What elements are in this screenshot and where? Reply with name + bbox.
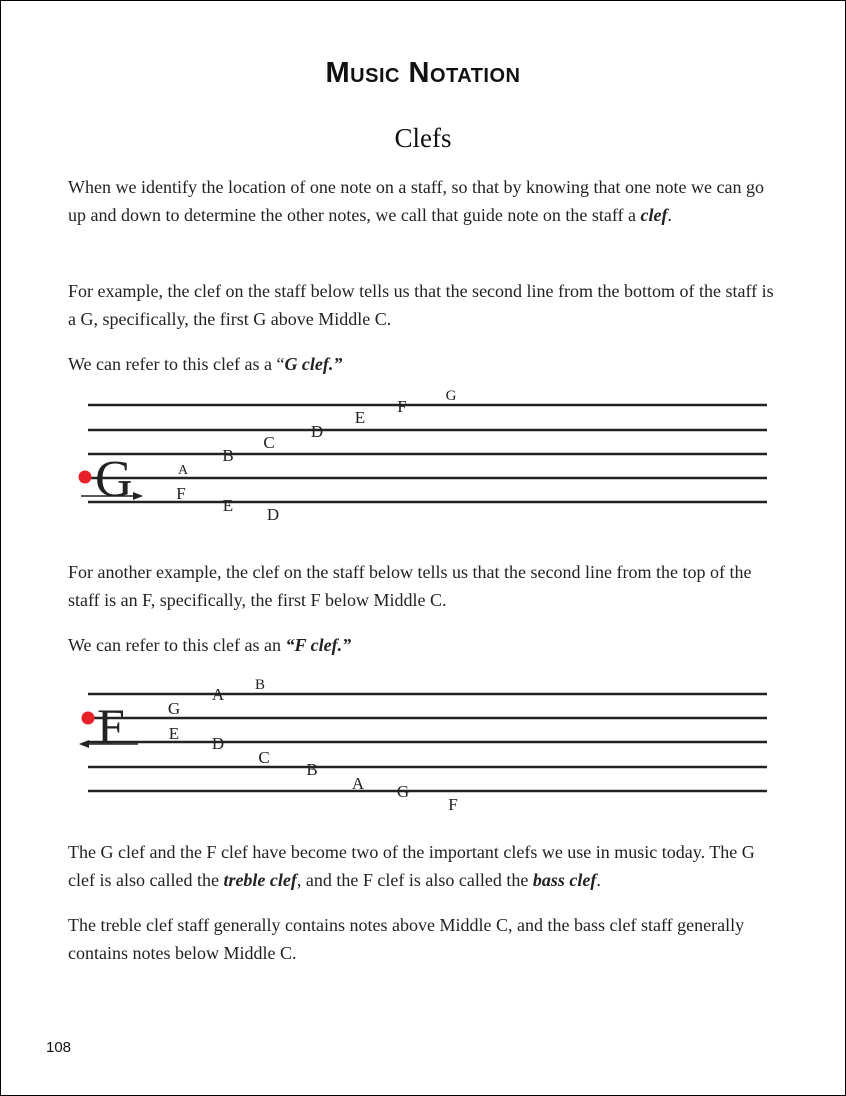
note-label: E bbox=[354, 408, 366, 427]
arrow-left-icon bbox=[79, 740, 89, 748]
chapter-title: Music Notation bbox=[325, 57, 521, 89]
note-label: A bbox=[177, 463, 189, 478]
paragraph-text: We can refer to this clef as a “ bbox=[68, 354, 285, 374]
note-label: A bbox=[211, 685, 225, 704]
note-label: G bbox=[445, 388, 457, 404]
paragraph-text: . bbox=[667, 205, 672, 225]
paragraph-g-clef-name bbox=[68, 350, 778, 378]
note-label: E bbox=[168, 724, 180, 743]
page-number: 108 bbox=[46, 1039, 72, 1056]
note-label: C bbox=[263, 433, 275, 452]
arrow-right-icon bbox=[133, 492, 143, 500]
note-label: F bbox=[397, 397, 407, 416]
term-clef: clef bbox=[640, 205, 668, 225]
note-label: D bbox=[266, 505, 280, 524]
paragraph-f-clef-name bbox=[68, 631, 778, 659]
paragraph-f-example: For another example, the clef on the staff below tells us that the second line from the top of the staff is an F, specifically, the first F below Middle C. bbox=[68, 562, 752, 610]
note-label: E bbox=[222, 496, 234, 515]
g-clef-staff-diagram bbox=[1, 381, 845, 531]
paragraph-text: , and the F clef is also called the bbox=[296, 870, 533, 890]
note-label: F bbox=[176, 484, 186, 503]
g-clef-letter: G bbox=[95, 451, 133, 508]
f-clef-letter: F bbox=[97, 698, 125, 754]
f-clef-staff-diagram bbox=[1, 669, 845, 821]
note-label: D bbox=[211, 734, 225, 753]
paragraph-text: . bbox=[596, 870, 601, 890]
paragraph-text: When we identify the location of one note on a staff, so that by knowing that one note we can go up and down to determine the other notes, we call that guide note on the staff a bbox=[68, 177, 764, 225]
paragraph-clef-names bbox=[68, 838, 778, 894]
clef-marker-dot bbox=[79, 471, 92, 484]
term-f-clef: “F clef.” bbox=[285, 635, 352, 655]
note-label: D bbox=[310, 422, 324, 441]
note-label: B bbox=[222, 446, 234, 465]
paragraph-text: We can refer to this clef as an bbox=[68, 635, 286, 655]
note-label: B bbox=[254, 677, 266, 693]
paragraph-g-example: For example, the clef on the staff below tells us that the second line from the bottom of the staff is a G, specifically, the first G above Middle C. bbox=[68, 281, 774, 329]
term-bass-clef: bass clef bbox=[532, 870, 597, 890]
paragraph-clef-definition bbox=[68, 173, 778, 229]
clef-marker-dot bbox=[82, 712, 95, 725]
term-g-clef: G clef.” bbox=[284, 354, 343, 374]
term-treble-clef: treble clef bbox=[223, 870, 297, 890]
note-label: F bbox=[448, 795, 458, 814]
section-title: Clefs bbox=[394, 123, 452, 153]
note-label: B bbox=[306, 760, 318, 779]
note-label: G bbox=[167, 699, 181, 718]
paragraph-text: The G clef and the F clef have become two of the important clefs we use in music today. The G clef is also called the bbox=[68, 842, 755, 890]
note-label: G bbox=[396, 782, 410, 801]
paragraph-staff-ranges: The treble clef staff generally contains notes above Middle C, and the bass clef staff generally contains notes below Middle C. bbox=[68, 915, 745, 963]
note-label: C bbox=[258, 748, 270, 767]
note-label: A bbox=[351, 774, 365, 793]
